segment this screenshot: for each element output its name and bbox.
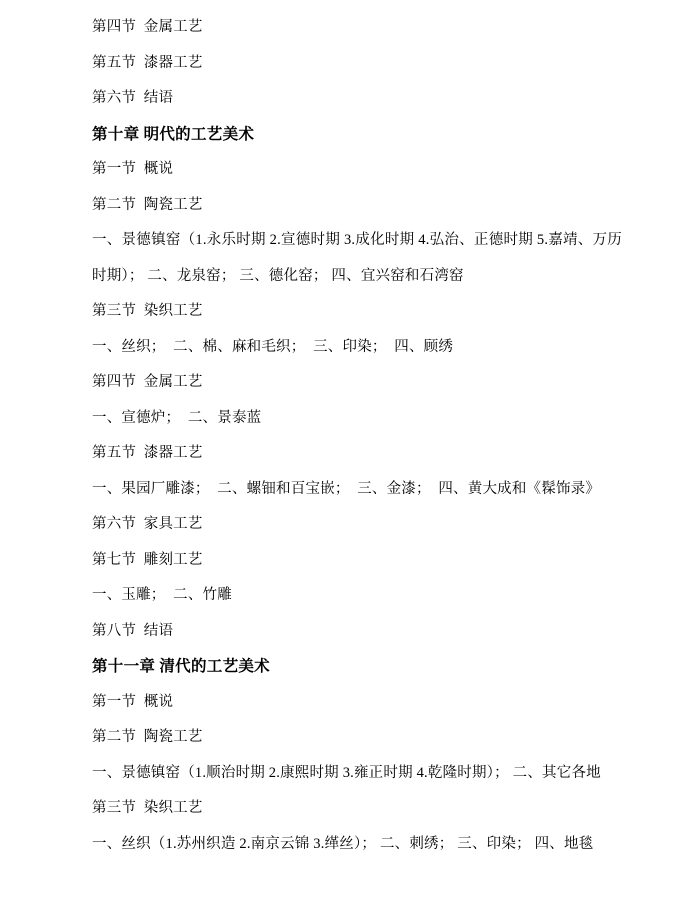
toc-entry: 一、丝织； 二、棉、麻和毛织； 三、印染； 四、顾绣 (92, 338, 454, 355)
toc-entry: 第六节 家具工艺 (92, 516, 203, 532)
toc-entry: 第五节 漆器工艺 (92, 445, 203, 461)
toc-entry-wrapped: 一、景德镇窑（1.顺治时期 2.康熙时期 3.雍正时期 4.乾隆时期）； 二、其它各地 (92, 764, 601, 781)
toc-entry: 第七节 雕刻工艺 (92, 551, 203, 568)
toc-entry: 第六节 结语 (92, 90, 174, 106)
toc-entry-wrapped: 一、景德镇窑（1.永乐时期 2.宣德时期 3.成化时期 4.弘治、正德时期 5.嘉靖、万历时期）； 二、龙泉窑； 三、德化窑； 四、宜兴窑和石湾窑 (92, 232, 622, 284)
toc-chapter-heading: 第十章 明代的工艺美术 (92, 125, 255, 143)
toc-entry: 第三节 染织工艺 (92, 303, 203, 319)
toc-entry: 第一节 概说 (92, 161, 174, 177)
toc-entry: 一、玉雕； 二、竹雕 (92, 587, 232, 603)
toc-entry: 一、果园厂雕漆； 二、螺钿和百宝嵌； 三、金漆； 四、黄大成和《髹饰录》 (92, 480, 601, 497)
toc-entry-wrapped: 一、丝织（1.苏州织造 2.南京云锦 3.缂丝）； 二、刺绣； 三、印染； 四、地毯 (92, 835, 594, 852)
toc-entry: 第二节 陶瓷工艺 (92, 196, 203, 213)
toc-entry: 第四节 金属工艺 (92, 374, 203, 390)
toc-entry: 一、宣德炉； 二、景泰蓝 (92, 409, 262, 426)
toc-entry: 第四节 金属工艺 (92, 19, 203, 35)
toc-entry: 第三节 染织工艺 (92, 800, 203, 816)
toc-content (92, 10, 622, 862)
toc-entry: 第二节 陶瓷工艺 (92, 729, 203, 745)
toc-entry: 第八节 结语 (92, 622, 174, 639)
toc-entry: 第五节 漆器工艺 (92, 54, 203, 71)
toc-entry: 第一节 概说 (92, 693, 174, 710)
toc-chapter-heading: 第十一章 清代的工艺美术 (92, 658, 270, 675)
